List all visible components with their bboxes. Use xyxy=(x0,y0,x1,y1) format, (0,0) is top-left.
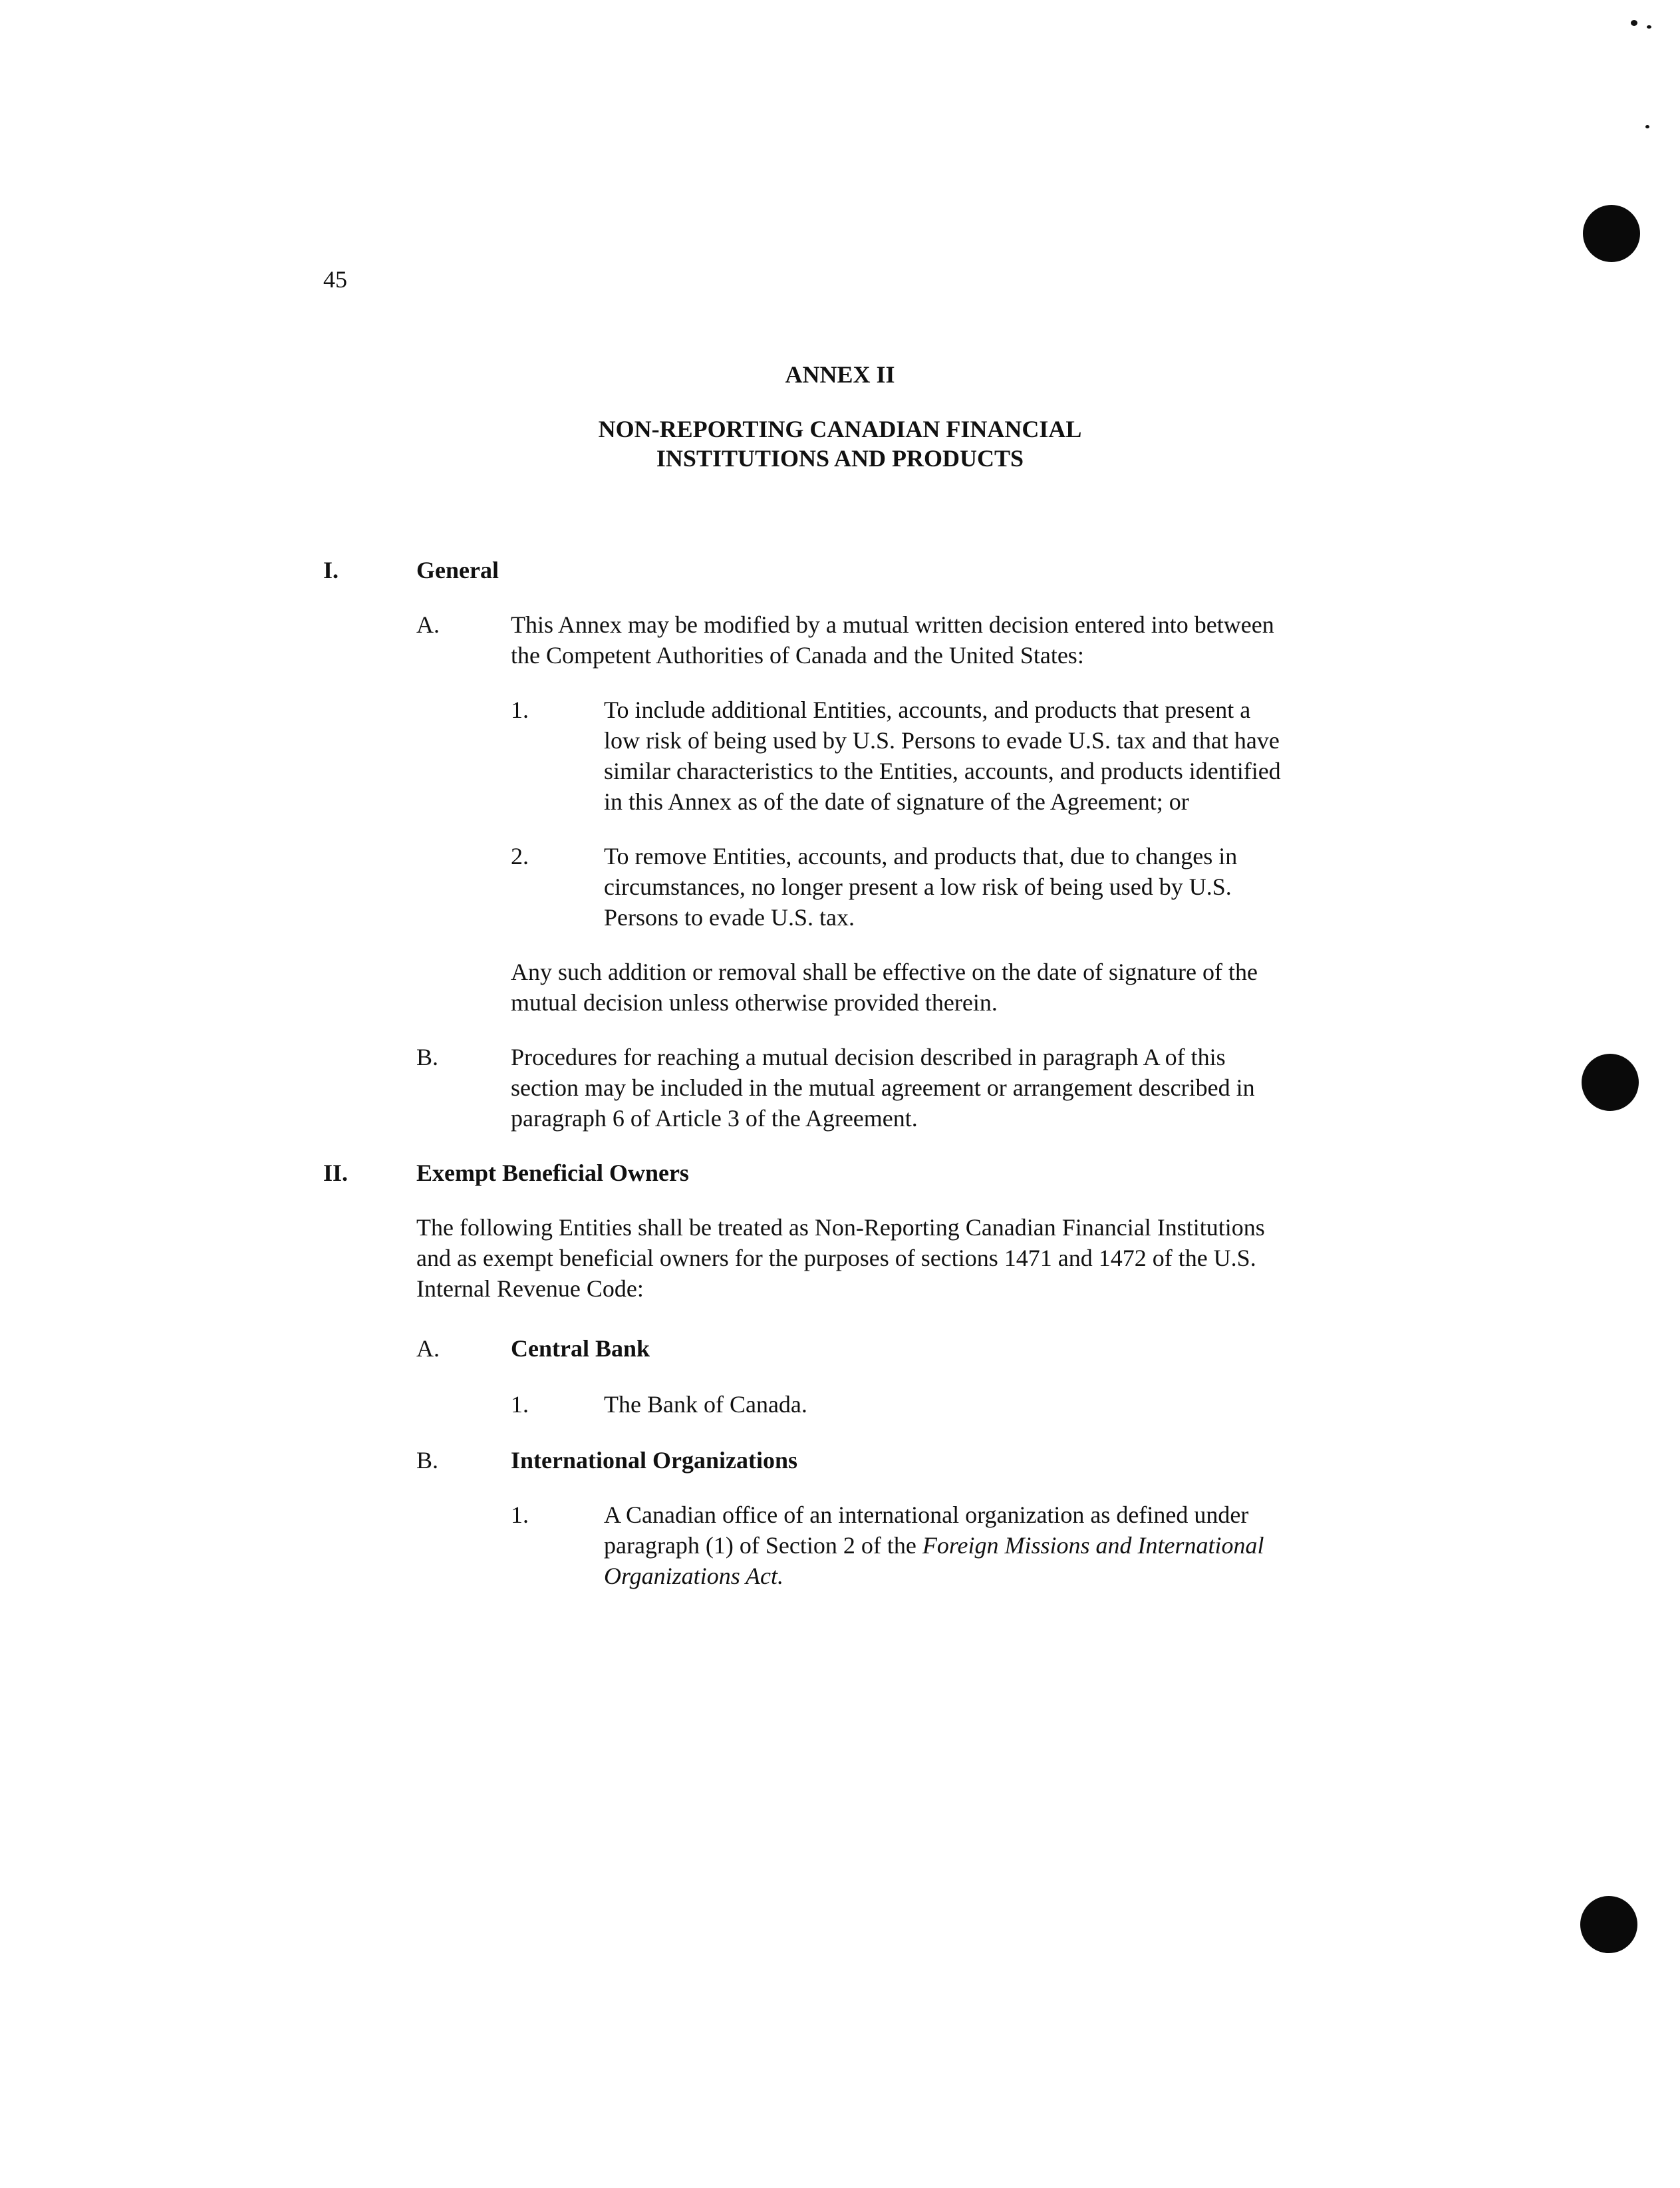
punch-hole-top xyxy=(1583,205,1640,262)
section-1a-line-1: This Annex may be modified by a mutual written decision entered into between xyxy=(511,611,1274,638)
page-number: 45 xyxy=(323,266,347,293)
section-2b-item-1-line-2-plain: paragraph (1) of Section 2 of the xyxy=(604,1532,922,1559)
section-1b-label: B. xyxy=(416,1044,439,1070)
scan-speck xyxy=(1647,25,1651,29)
section-2-intro-line-1: The following Entities shall be treated as Non-Reporting Canadian Financial Institutions xyxy=(416,1214,1265,1241)
section-1a-item-2-label: 2. xyxy=(511,843,529,869)
section-1a-line-2: the Competent Authorities of Canada and the United States: xyxy=(511,642,1084,669)
act-title-part-1: Foreign Missions and International xyxy=(922,1532,1264,1559)
scan-speck xyxy=(1645,125,1649,128)
section-2b-item-1-line-2 xyxy=(604,1530,1264,1561)
section-2-heading: Exempt Beneficial Owners xyxy=(416,1160,689,1186)
section-1a-item-1-line-1: To include additional Entities, accounts, and products that present a xyxy=(604,697,1251,723)
section-1b-line-3: paragraph 6 of Article 3 of the Agreement. xyxy=(511,1105,918,1132)
section-1a-item-1-line-2: low risk of being used by U.S. Persons to evade U.S. tax and that have xyxy=(604,727,1280,754)
section-2b-label: B. xyxy=(416,1447,439,1474)
section-2b-heading: International Organizations xyxy=(511,1447,798,1474)
section-1a-item-2-line-2: circumstances, no longer present a low risk of being used by U.S. xyxy=(604,873,1232,900)
section-1a-item-1-line-3: similar characteristics to the Entities, accounts, and products identified xyxy=(604,758,1281,784)
section-1a-item-2-line-1: To remove Entities, accounts, and products that, due to changes in xyxy=(604,843,1238,869)
section-2-intro-line-2: and as exempt beneficial owners for the purposes of sections 1471 and 1472 of the U.S. xyxy=(416,1245,1256,1271)
annex-subtitle-line-1: NON-REPORTING CANADIAN FINANCIAL xyxy=(598,416,1082,442)
section-1a-item-2-line-3: Persons to evade U.S. tax. xyxy=(604,904,855,931)
section-1a-item-1-label: 1. xyxy=(511,697,529,723)
section-2b-item-1-line-1: A Canadian office of an international organization as defined under xyxy=(604,1501,1249,1528)
act-title-part-2: Organizations Act. xyxy=(604,1563,784,1589)
section-1b-line-1: Procedures for reaching a mutual decision described in paragraph A of this xyxy=(511,1044,1226,1070)
annex-subtitle-line-2: INSTITUTIONS AND PRODUCTS xyxy=(656,445,1024,472)
section-2a-label: A. xyxy=(416,1335,440,1362)
section-2b-item-1-label: 1. xyxy=(511,1501,529,1528)
section-2a-item-1-label: 1. xyxy=(511,1391,529,1418)
section-1a-closing-line-1: Any such addition or removal shall be effective on the date of signature of the xyxy=(511,959,1258,985)
section-1a-label: A. xyxy=(416,611,440,638)
punch-hole-middle xyxy=(1582,1054,1639,1111)
section-1-numeral: I. xyxy=(323,557,339,583)
punch-hole-bottom xyxy=(1580,1896,1637,1953)
scan-speck xyxy=(1631,20,1637,26)
section-1b-line-2: section may be included in the mutual agreement or arrangement described in xyxy=(511,1074,1255,1101)
section-2a-item-1-text: The Bank of Canada. xyxy=(604,1391,807,1418)
section-2-intro-line-3: Internal Revenue Code: xyxy=(416,1275,644,1302)
annex-title: ANNEX II xyxy=(785,361,895,388)
section-1-heading: General xyxy=(416,557,499,583)
section-1a-item-1-line-4: in this Annex as of the date of signature of the Agreement; or xyxy=(604,788,1189,815)
section-1a-closing-line-2: mutual decision unless otherwise provided therein. xyxy=(511,989,998,1016)
section-2b-item-1-line-3 xyxy=(604,1561,783,1591)
section-2a-heading: Central Bank xyxy=(511,1335,650,1362)
section-2-numeral: II. xyxy=(323,1160,349,1186)
